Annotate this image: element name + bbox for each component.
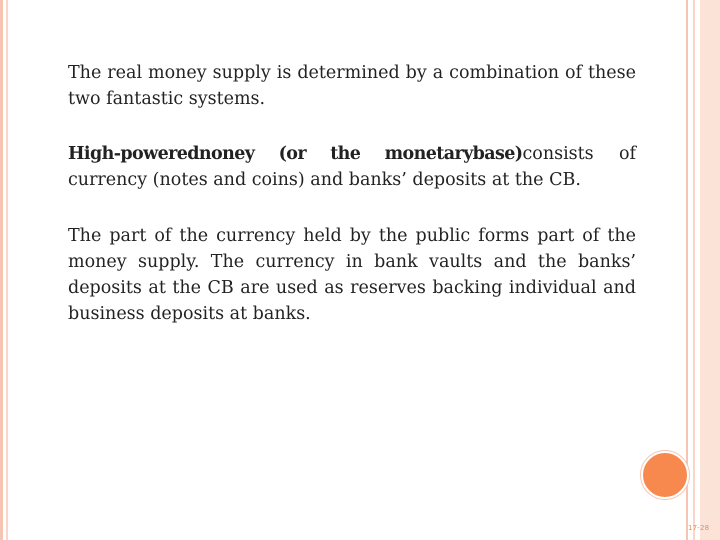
- slide-body: [68, 60, 636, 356]
- border-line: [693, 0, 695, 540]
- paragraph-text: consists of currency (notes and coins) and banks’ deposits at the CB.: [68, 144, 636, 190]
- left-decorative-border: [0, 0, 10, 540]
- border-band: [700, 0, 720, 540]
- border-line: [686, 0, 688, 540]
- paragraph-text: The part of the currency held by the public forms part of the money supply. The currency in bank vaults and the banks’ deposits at the CB are used as reserves backing individual and business deposits at banks.: [68, 226, 636, 324]
- border-line: [6, 0, 8, 540]
- page-number: 17-28: [688, 524, 710, 532]
- paragraph-text: The real money supply is determined by a combination of these two fantastic systems.: [68, 63, 636, 109]
- border-line: [0, 0, 3, 540]
- defined-term: High-powerednoney (or the monetarybase): [68, 144, 523, 164]
- paragraph-detail: [68, 223, 636, 327]
- right-decorative-border: [686, 0, 720, 540]
- paragraph-definition: [68, 141, 636, 193]
- paragraph-intro: [68, 60, 636, 112]
- decorative-circle: [641, 451, 689, 499]
